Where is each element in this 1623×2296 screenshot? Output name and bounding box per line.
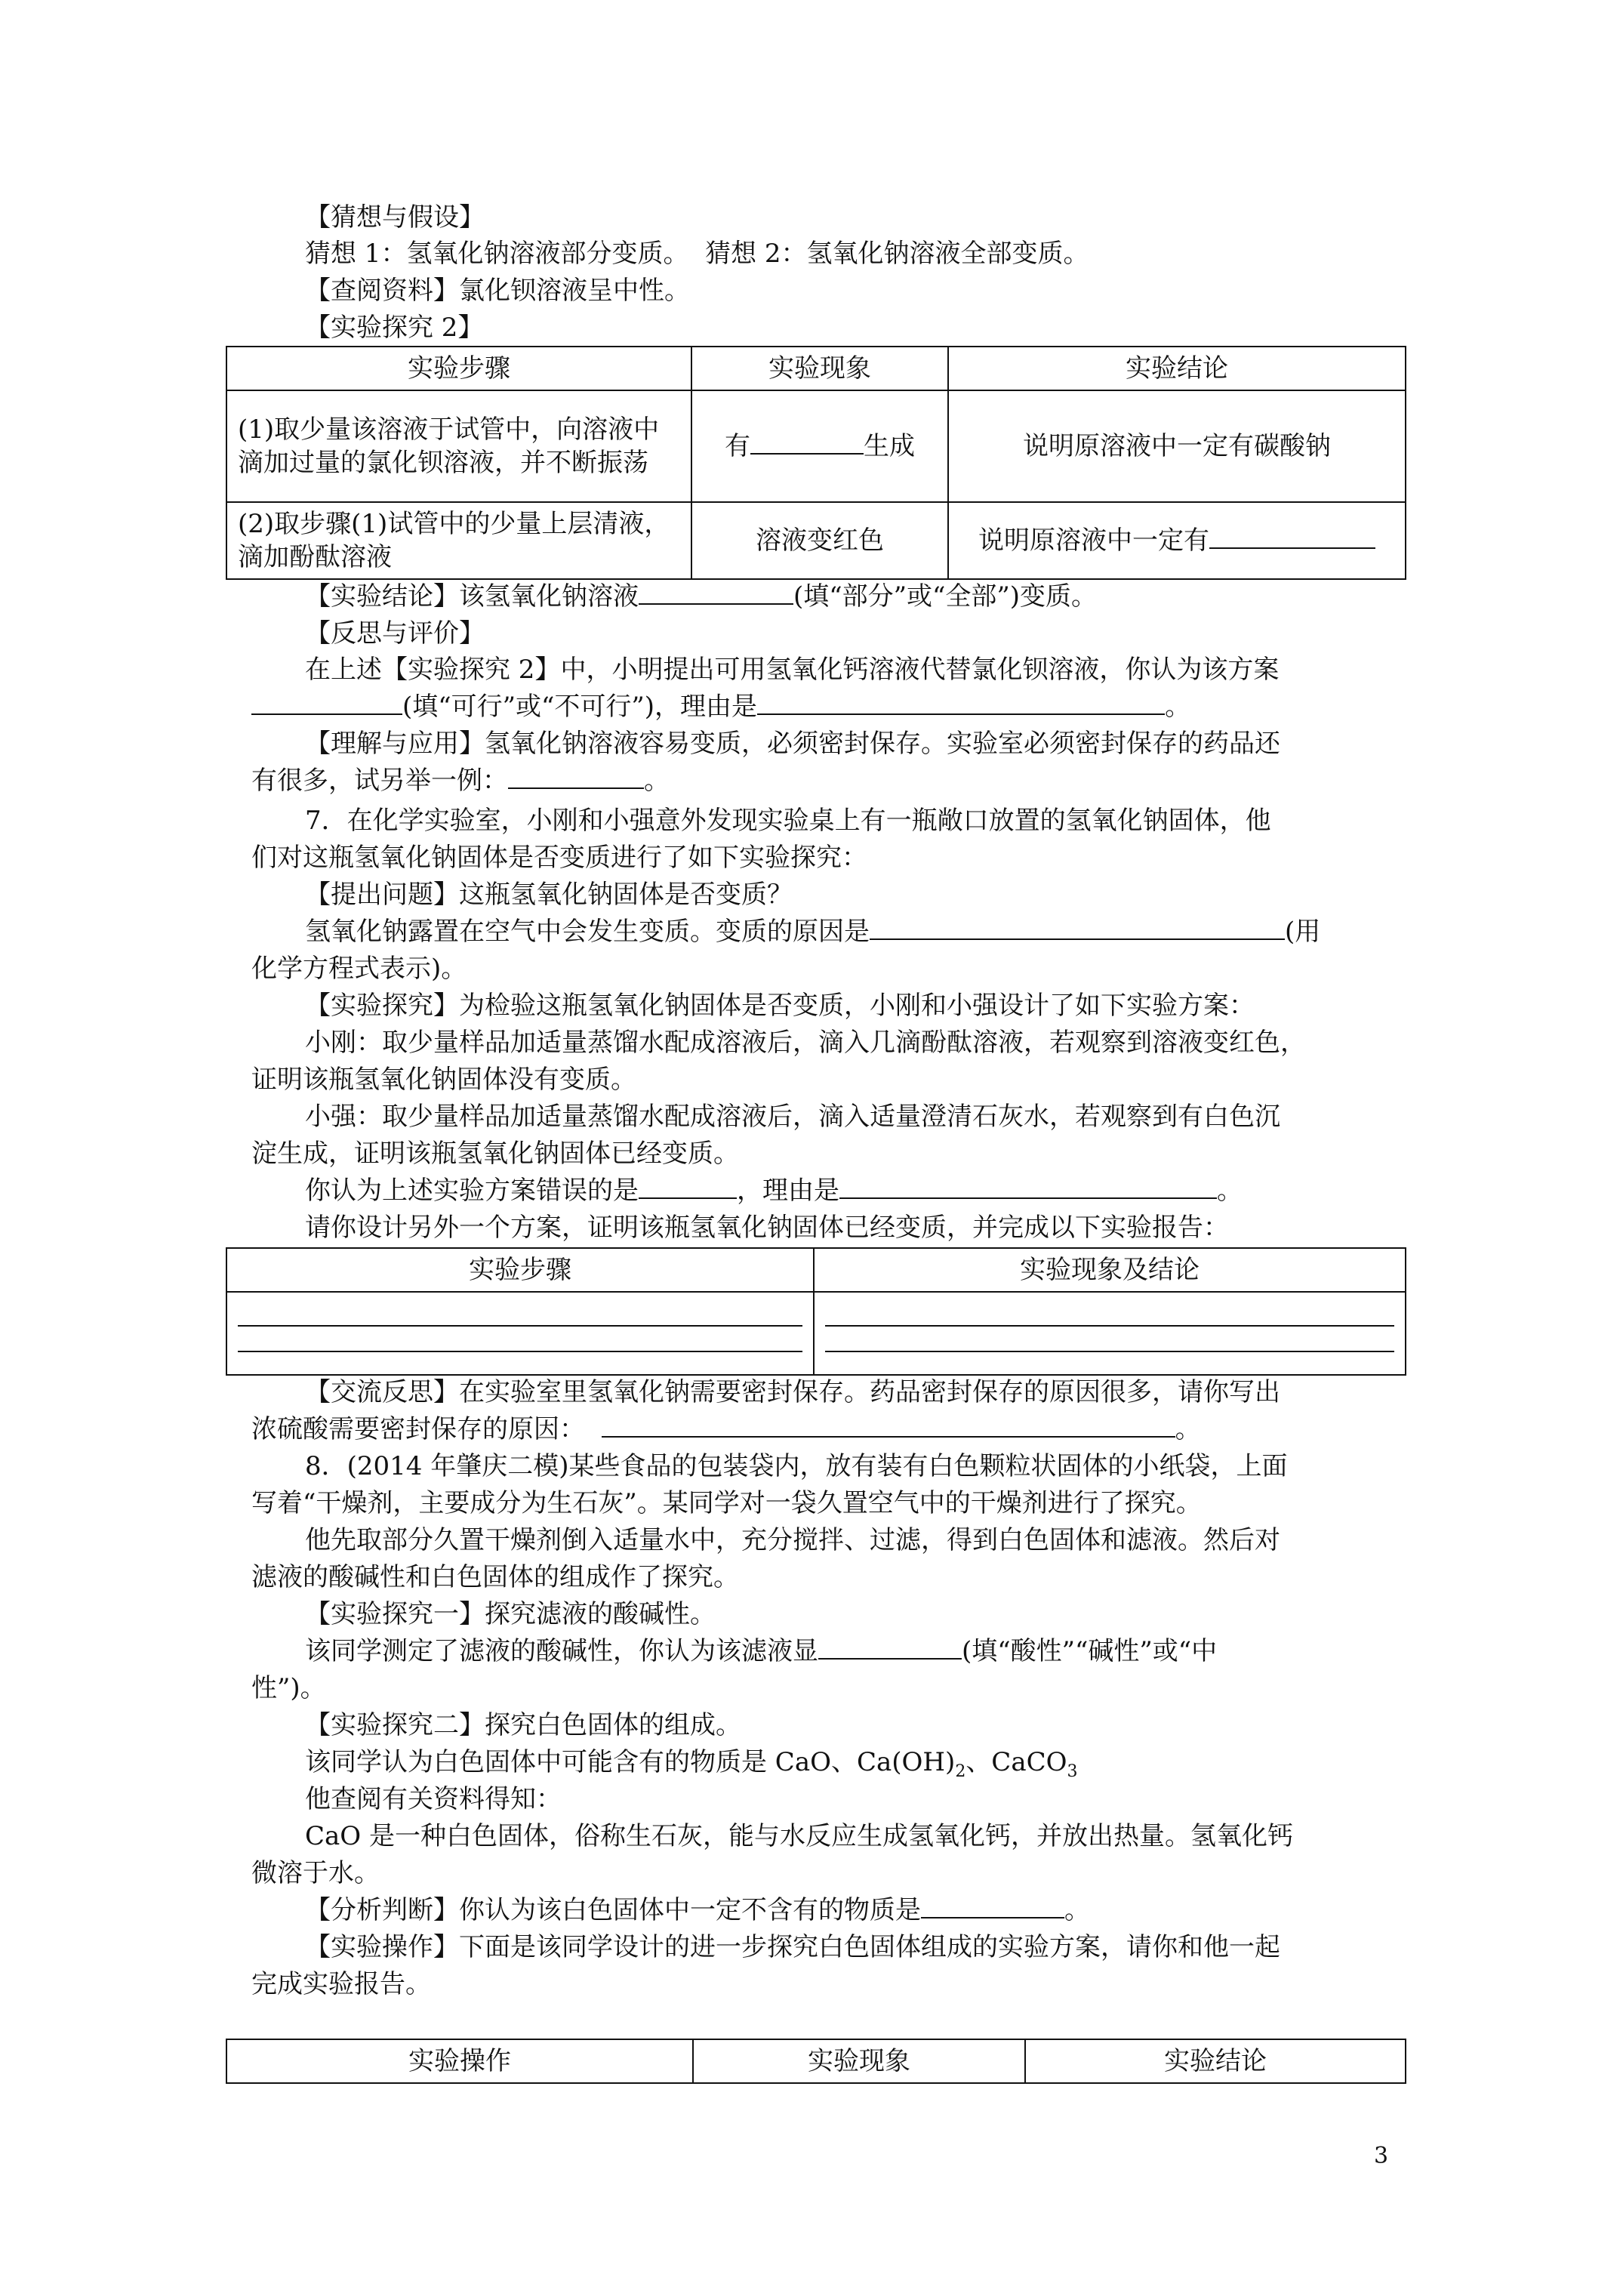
table-header: 实验现象及结论 [814, 1248, 1406, 1292]
apply-line: 【理解与应用】氢氧化钠溶液容易变质，必须密封保存。实验室必须密封保存的药品还 [305, 729, 1280, 759]
q7-gang: 证明该瓶氢氧化钠固体没有变质。 [251, 1065, 636, 1095]
answer-blank[interactable] [757, 691, 1165, 715]
q7-report-table [226, 1247, 1406, 1376]
q7-reason: 氢氧化钠露置在空气中会发生变质。变质的原因是 (用 [305, 917, 1321, 947]
table-cell-phenomenon: 溶液变红色 [691, 502, 948, 579]
q8-info: 他查阅有关资料得知： [305, 1784, 562, 1814]
table-cell-step: (2)取步骤(1)试管中的少量上层清液，滴加酚酞溶液 [226, 502, 691, 579]
page-number: 3 [1374, 2143, 1389, 2169]
conclusion-line: 【实验结论】该氢氧化钠溶液 (填“部分”或“全部”)变质。 [305, 581, 1098, 612]
answer-blank[interactable] [750, 430, 864, 455]
table-header: 实验操作 [226, 2039, 693, 2083]
q7-exchange: 浓硫酸需要密封保存的原因： 。 [251, 1414, 1201, 1444]
experiment2-heading: 【实验探究 2】 [305, 313, 484, 343]
answer-blank[interactable] [1209, 525, 1375, 549]
answer-blank[interactable] [251, 691, 402, 715]
answer-blank[interactable] [508, 765, 644, 789]
q8-operation: 【实验操作】下面是该同学设计的进一步探究白色固体组成的实验方案，请你和他一起 [305, 1932, 1280, 1962]
answer-blank[interactable] [602, 1413, 1175, 1438]
q8-procedure: 滤液的酸碱性和白色固体的组成作了探究。 [251, 1562, 739, 1592]
q8-cao: CaO 是一种白色固体，俗称生石灰，能与水反应生成氢氧化钙，并放出热量。氢氧化钙 [305, 1821, 1293, 1851]
q8-exp2-heading: 【实验探究二】探究白色固体的组成。 [305, 1710, 741, 1740]
experiment2-table [226, 346, 1406, 580]
table-header: 实验结论 [1025, 2039, 1406, 2083]
guess-heading: 【猜想与假设】 [305, 202, 485, 233]
q8-exp2-substances: 该同学认为白色固体中可能含有的物质是 CaO、$Ca(OH)_2$、CaCO$_3$ [305, 1747, 1078, 1781]
q7-design: 请你设计另外一个方案，证明该瓶氢氧化钠固体已经变质，并完成以下实验报告： [305, 1213, 1229, 1243]
q8-report-table [226, 2039, 1406, 2084]
q8-intro: 8．(2014 年肇庆二模)某些食品的包装袋内，放有装有白色颗粒状固体的小纸袋，上面 [305, 1451, 1288, 1481]
table-header: 实验现象 [693, 2039, 1025, 2083]
q8-intro: 写着“干燥剂，主要成分为生石灰”。某同学对一袋久置空气中的干燥剂进行了探究。 [251, 1488, 1202, 1518]
guess-line: 猜想 1：氢氧化钠溶液部分变质。 猜想 2：氢氧化钠溶液全部变质。 [305, 239, 1089, 269]
reflect-heading: 【反思与评价】 [305, 618, 485, 649]
table-cell-conclusion: 说明原溶液中一定有碳酸钠 [948, 390, 1406, 502]
q7-reason: 化学方程式表示)。 [251, 954, 467, 984]
q8-procedure: 他先取部分久置干燥剂倒入适量水中，充分搅拌、过滤，得到白色固体和滤液。然后对 [305, 1525, 1280, 1555]
q7-qiang: 淀生成，证明该瓶氢氧化钠固体已经变质。 [251, 1139, 739, 1169]
q8-exp1-question: 性”)。 [251, 1673, 326, 1703]
q7-intro: 7．在化学实验室，小刚和小强意外发现实验桌上有一瓶敞口放置的氢氧化钠固体，他 [305, 806, 1271, 836]
apply-line: 有很多，试另举一例： 。 [251, 766, 670, 796]
q7-explore: 【实验探究】为检验这瓶氢氧化钠固体是否变质，小刚和小强设计了如下实验方案： [305, 991, 1255, 1021]
q8-analysis: 【分析判断】你认为该白色固体中一定不含有的物质是 。 [305, 1895, 1090, 1925]
reflect-line: 在上述【实验探究 2】中，小明提出可用氢氧化钙溶液代替氯化钡溶液，你认为该方案 [305, 655, 1280, 685]
q8-exp1-heading: 【实验探究一】探究滤液的酸碱性。 [305, 1599, 716, 1629]
answer-blank[interactable] [839, 1175, 1217, 1199]
table-header: 实验步骤 [226, 1248, 814, 1292]
answer-blank[interactable] [870, 916, 1285, 940]
q8-cao: 微溶于水。 [251, 1858, 380, 1888]
table-cell-step: (1)取少量该溶液于试管中，向溶液中滴加过量的氯化钡溶液，并不断振荡 [226, 390, 691, 502]
answer-cell[interactable] [814, 1292, 1406, 1375]
table-header: 实验步骤 [226, 347, 691, 390]
q7-qiang: 小强：取少量样品加适量蒸馏水配成溶液后，滴入适量澄清石灰水，若观察到有白色沉 [305, 1102, 1280, 1132]
q8-operation: 完成实验报告。 [251, 1969, 431, 1999]
answer-blank[interactable] [639, 1175, 737, 1199]
table-header: 实验现象 [691, 347, 948, 390]
q7-exchange: 【交流反思】在实验室里氢氧化钠需要密封保存。药品密封保存的原因很多，请你写出 [305, 1377, 1280, 1407]
table-cell-phenomenon: 有 生成 [691, 390, 948, 502]
q7-intro: 们对这瓶氢氧化钠固体是否变质进行了如下实验探究： [251, 843, 867, 873]
answer-blank[interactable] [921, 1894, 1064, 1918]
answer-cell[interactable] [226, 1292, 814, 1375]
table-cell-conclusion: 说明原溶液中一定有 [948, 502, 1406, 579]
reflect-line: (填“可行”或“不可行”)，理由是 。 [251, 690, 1190, 723]
answer-blank[interactable] [818, 1635, 962, 1660]
q7-gang: 小刚：取少量样品加适量蒸馏水配成溶液后，滴入几滴酚酞溶液，若观察到溶液变红色， [305, 1028, 1306, 1058]
answer-blank[interactable] [639, 581, 793, 605]
q7-wrong: 你认为上述实验方案错误的是 ，理由是 。 [305, 1176, 1243, 1206]
reference-line: 【查阅资料】氯化钡溶液呈中性。 [305, 276, 690, 306]
q8-exp1-question: 该同学测定了滤液的酸碱性，你认为该滤液显 (填“酸性”“碱性”或“中 [305, 1636, 1218, 1666]
table-header: 实验结论 [948, 347, 1406, 390]
q7-question: 【提出问题】这瓶氢氧化钠固体是否变质？ [305, 880, 793, 910]
